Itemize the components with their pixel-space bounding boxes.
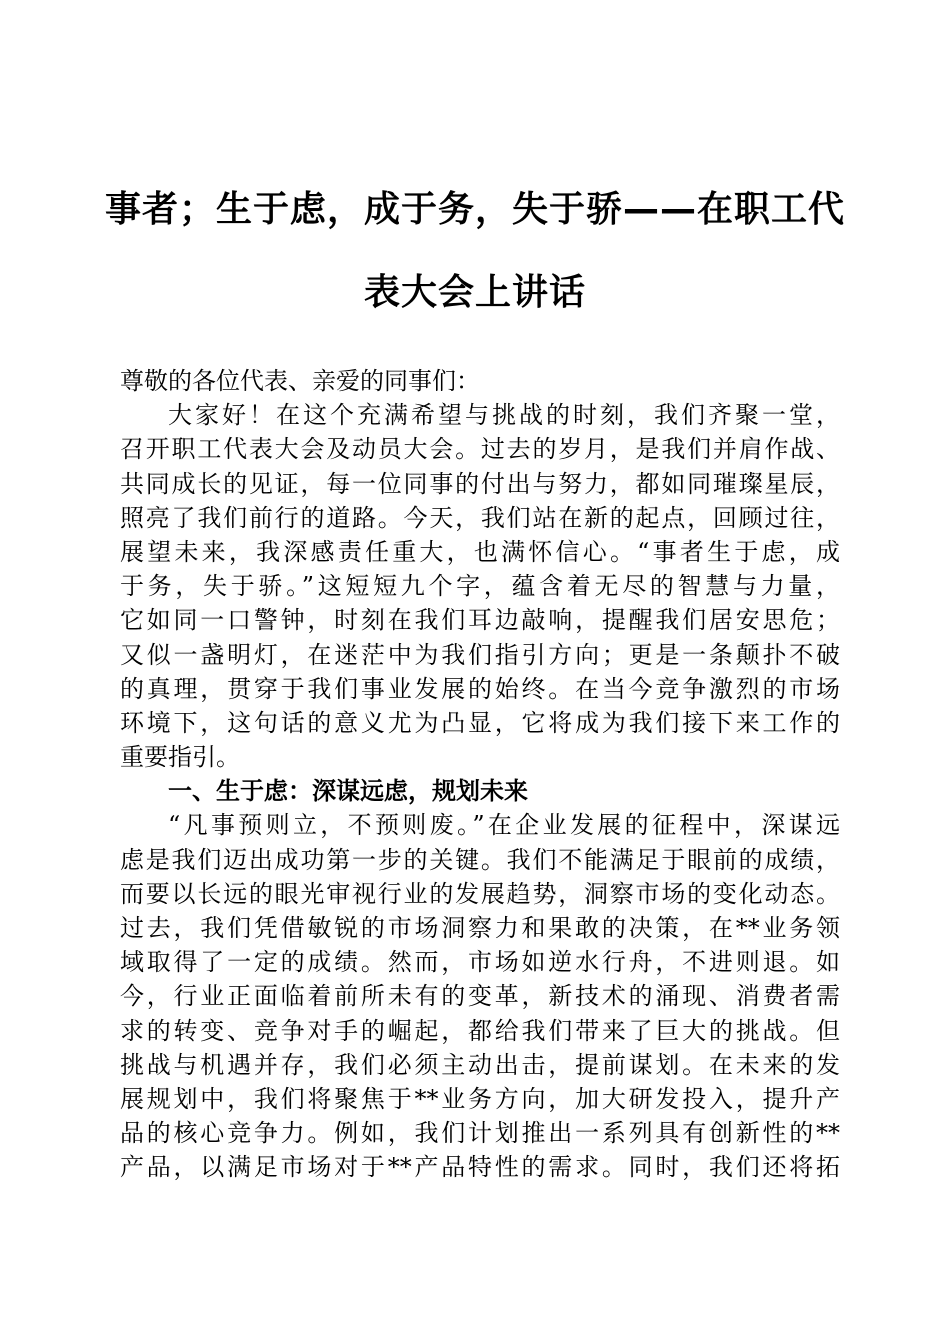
document-body	[120, 364, 840, 1185]
paragraph-line: 产品，以满足市场对于**产品特性的需求。同时，我们还将拓	[120, 1153, 840, 1182]
paragraph-line: 于务，失于骄。”这短短九个字，蕴含着无尽的智慧与力量，	[120, 572, 840, 601]
paragraph-line: 照亮了我们前行的道路。今天，我们站在新的起点，回顾过往，	[120, 503, 840, 532]
paragraph-line: 环境下，这句话的意义尤为凸显，它将成为我们接下来工作的	[120, 708, 840, 737]
paragraph-line: 的真理，贯穿于我们事业发展的始终。在当今竞争激烈的市场	[120, 674, 840, 703]
paragraph-line: 而要以长远的眼光审视行业的发展趋势，洞察市场的变化动态。	[120, 879, 840, 908]
paragraph-line: 品的核心竞争力。例如，我们计划推出一系列具有创新性的**	[120, 1119, 840, 1148]
paragraph-line: “凡事预则立，不预则废。”在企业发展的征程中，深谋远	[168, 811, 840, 840]
paragraph-line: 它如同一口警钟，时刻在我们耳边敲响，提醒我们居安思危；	[120, 606, 840, 635]
paragraph-line: 今，行业正面临着前所未有的变革，新技术的涌现、消费者需	[120, 982, 840, 1011]
paragraph-line: 挑战与机遇并存，我们必须主动出击，提前谋划。在未来的发	[120, 1050, 840, 1079]
paragraph-line: 大家好！在这个充满希望与挑战的时刻，我们齐聚一堂，	[168, 401, 840, 430]
document-title	[100, 168, 850, 334]
paragraph-line: 求的转变、竞争对手的崛起，都给我们带来了巨大的挑战。但	[120, 1016, 840, 1045]
paragraph-line: 又似一盏明灯，在迷茫中为我们指引方向；更是一条颠扑不破	[120, 640, 840, 669]
paragraph-line: 召开职工代表大会及动员大会。过去的岁月，是我们并肩作战、	[120, 435, 840, 464]
section-heading: 一、生于虑：深谋远虑，规划未来	[168, 777, 528, 806]
paragraph-line: 展望未来，我深感责任重大，也满怀信心。“事者生于虑，成	[120, 537, 840, 566]
salutation: 尊敬的各位代表、亲爱的同事们：	[120, 367, 480, 395]
title-line: 事者；生于虑，成于务，失于骄——在职工代	[104, 189, 845, 230]
title-line: 表大会上讲话	[363, 272, 586, 313]
paragraph-line: 展规划中，我们将聚焦于**业务方向，加大研发投入，提升产	[120, 1084, 840, 1113]
paragraph-line: 域取得了一定的成绩。然而，市场如逆水行舟，不进则退。如	[120, 948, 840, 977]
paragraph-line: 共同成长的见证，每一位同事的付出与努力，都如同璀璨星辰，	[120, 469, 840, 498]
paragraph-line: 重要指引。	[120, 743, 240, 772]
paragraph-line: 虑是我们迈出成功第一步的关键。我们不能满足于眼前的成绩，	[120, 845, 840, 874]
paragraph-line: 过去，我们凭借敏锐的市场洞察力和果敢的决策，在**业务领	[120, 914, 840, 942]
